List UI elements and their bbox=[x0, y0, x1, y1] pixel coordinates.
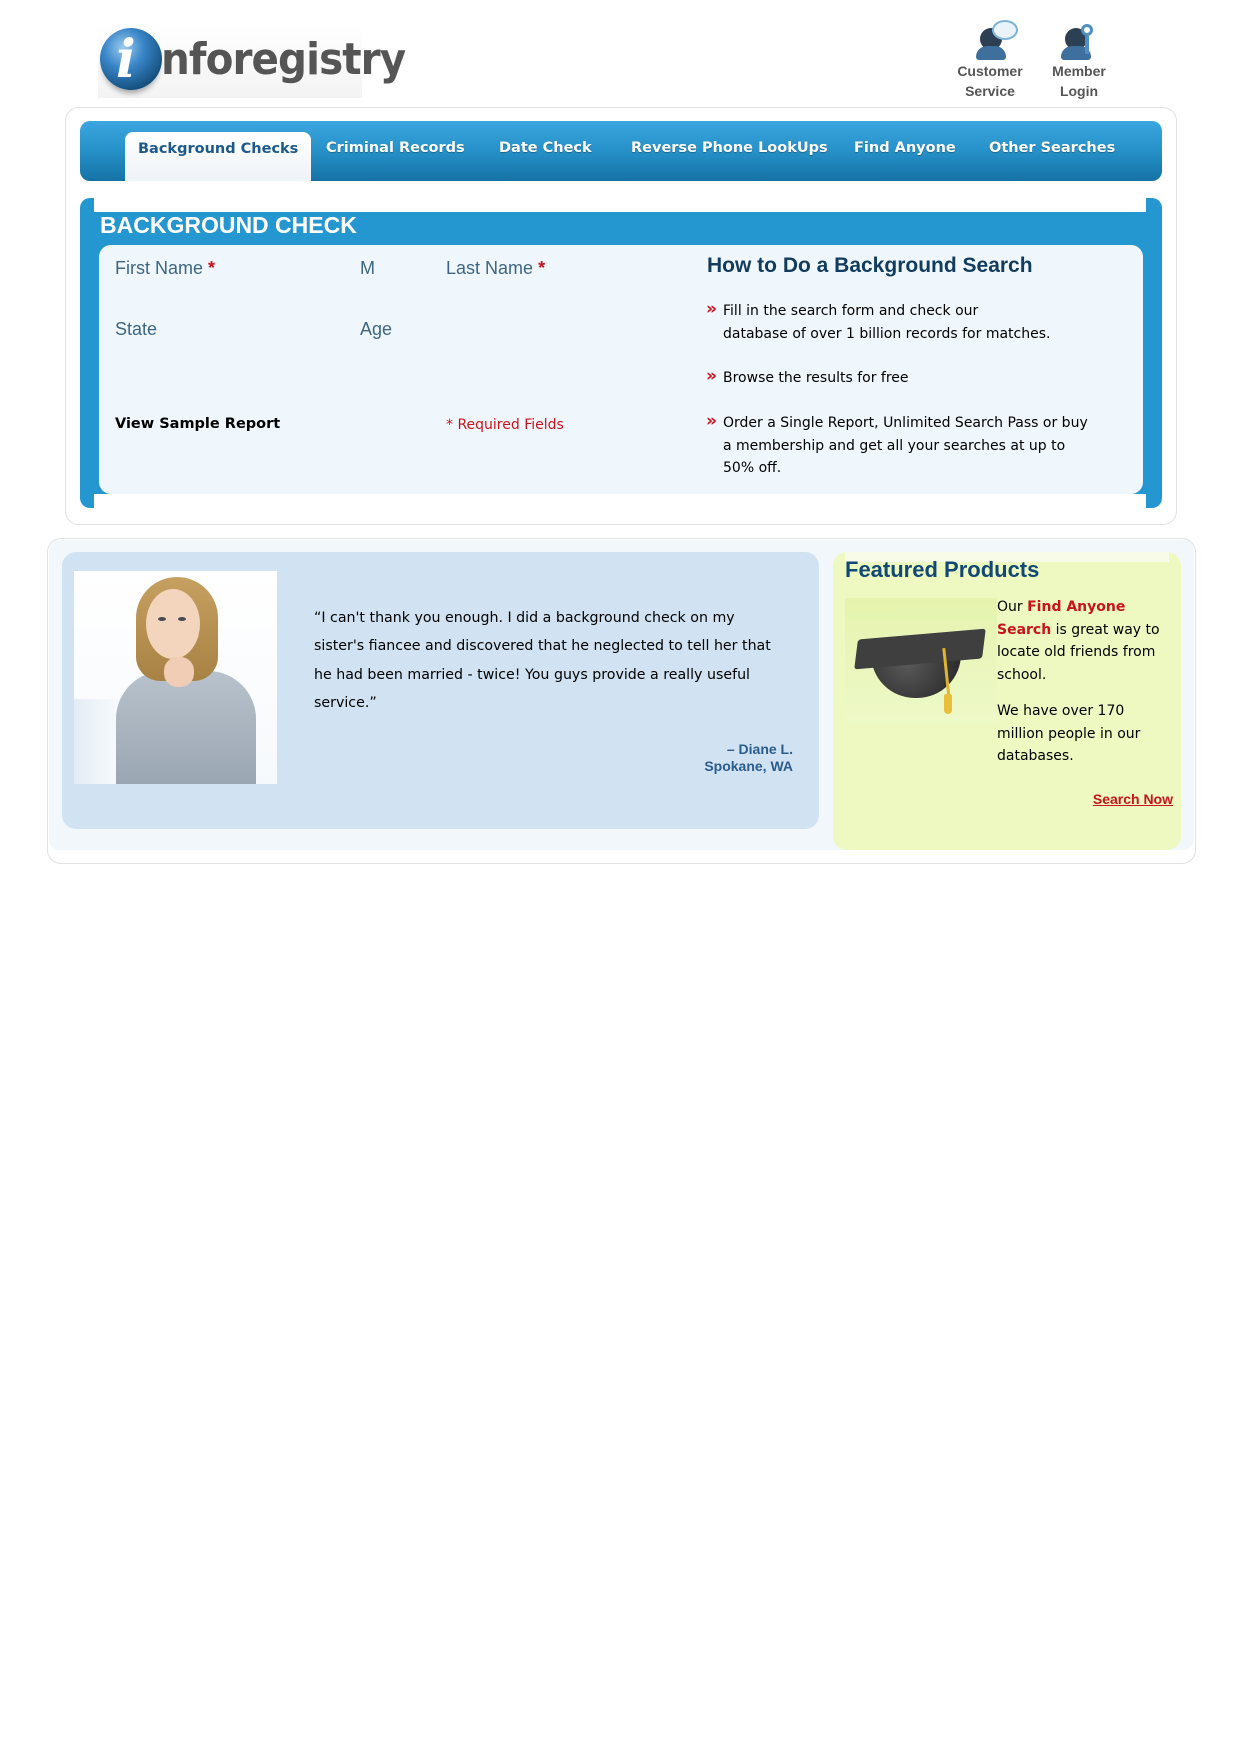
tab-other-searches[interactable]: Other Searches bbox=[989, 140, 1116, 156]
bullet-icon: » bbox=[706, 411, 717, 431]
first-name-required: * bbox=[208, 258, 216, 278]
how-to-step-2 bbox=[706, 367, 909, 390]
last-name-label bbox=[446, 258, 545, 279]
logo-letter: i bbox=[116, 29, 136, 90]
step-1-line-2: database of over 1 billion records for matches. bbox=[723, 325, 1051, 342]
step-3-line-1: Order a Single Report, Unlimited Search Pass or buy bbox=[723, 415, 1088, 431]
intro-before: Our bbox=[997, 599, 1028, 615]
member-login-line1: Member bbox=[1052, 63, 1106, 79]
author-name: – Diane L. bbox=[726, 741, 793, 757]
featured-detail: We have over 170 million people in our databases. bbox=[997, 703, 1141, 764]
member-login-link[interactable] bbox=[1039, 20, 1119, 101]
required-fields-note: * Required Fields bbox=[446, 417, 564, 433]
tab-criminal-records[interactable]: Criminal Records bbox=[326, 140, 465, 156]
graduation-cap-image bbox=[845, 598, 997, 723]
how-to-title: How to Do a Background Search bbox=[707, 254, 1033, 277]
quote-line-4: service.” bbox=[314, 694, 377, 711]
how-to-step-3 bbox=[706, 412, 1088, 480]
member-login-line2: Login bbox=[1059, 83, 1099, 99]
middle-initial-label: M bbox=[360, 258, 375, 278]
member-login-icon bbox=[1055, 20, 1103, 60]
quote-line-1: “I can't thank you enough. I did a background check on my bbox=[314, 610, 735, 626]
first-name-text: First Name bbox=[115, 258, 204, 278]
step-2-line-1: Browse the results for free bbox=[723, 370, 909, 386]
testimonial-photo bbox=[74, 571, 277, 784]
last-name-required: * bbox=[538, 258, 546, 278]
featured-products-title: Featured Products bbox=[845, 557, 1040, 582]
tab-reverse-phone-lookups[interactable]: Reverse Phone LookUps bbox=[631, 140, 828, 156]
step-1-line-1: Fill in the search form and check our bbox=[723, 303, 979, 319]
customer-service-icon bbox=[966, 20, 1014, 60]
how-to-step-1 bbox=[706, 300, 1050, 345]
logo-text: nforegistry bbox=[161, 34, 406, 85]
step-3-line-3: 50% off. bbox=[723, 460, 782, 476]
featured-description bbox=[997, 596, 1175, 782]
panel-top-notch bbox=[94, 198, 1146, 212]
site-logo[interactable] bbox=[98, 24, 406, 98]
panel-bottom-notch bbox=[94, 494, 1146, 508]
quote-line-3: he had been married - twice! You guys provide a really useful bbox=[314, 666, 750, 683]
search-now-link[interactable]: Search Now bbox=[1092, 791, 1173, 807]
find-anyone-search-link[interactable]: Find Anyone Search bbox=[997, 599, 1126, 638]
step-3-line-2: a membership and get all your searches at up to bbox=[723, 437, 1066, 454]
main-nav bbox=[80, 121, 1162, 181]
last-name-text: Last Name bbox=[446, 258, 534, 278]
bullet-icon: » bbox=[706, 299, 717, 319]
customer-service-link[interactable] bbox=[950, 20, 1030, 101]
customer-service-line2: Service bbox=[965, 83, 1015, 99]
tab-find-anyone[interactable]: Find Anyone bbox=[854, 140, 956, 156]
author-location: Spokane, WA bbox=[704, 758, 793, 774]
customer-service-line1: Customer bbox=[957, 63, 1023, 79]
hand-shape bbox=[164, 657, 194, 687]
face-shape bbox=[146, 589, 200, 659]
intro-after: is great way to locate old friends from school. bbox=[997, 621, 1160, 683]
view-sample-report-link[interactable]: View Sample Report bbox=[115, 416, 281, 432]
cap-board bbox=[854, 629, 986, 670]
tab-background-checks[interactable]: Background Checks bbox=[125, 132, 311, 181]
featured-intro bbox=[997, 596, 1175, 686]
cap-tassel-end bbox=[944, 694, 952, 714]
testimonial-quote bbox=[314, 604, 794, 717]
search-panel-title: BACKGROUND CHECK bbox=[100, 212, 357, 238]
age-label: Age bbox=[360, 319, 393, 339]
quote-line-2: sister's fiancee and discovered that he neglected to tell her that bbox=[314, 638, 771, 655]
torso-shape bbox=[116, 671, 256, 784]
tab-date-check[interactable]: Date Check bbox=[499, 140, 592, 156]
state-label: State bbox=[115, 319, 158, 339]
first-name-label bbox=[115, 258, 215, 279]
bullet-icon: » bbox=[706, 366, 717, 386]
testimonial-author bbox=[704, 741, 793, 775]
